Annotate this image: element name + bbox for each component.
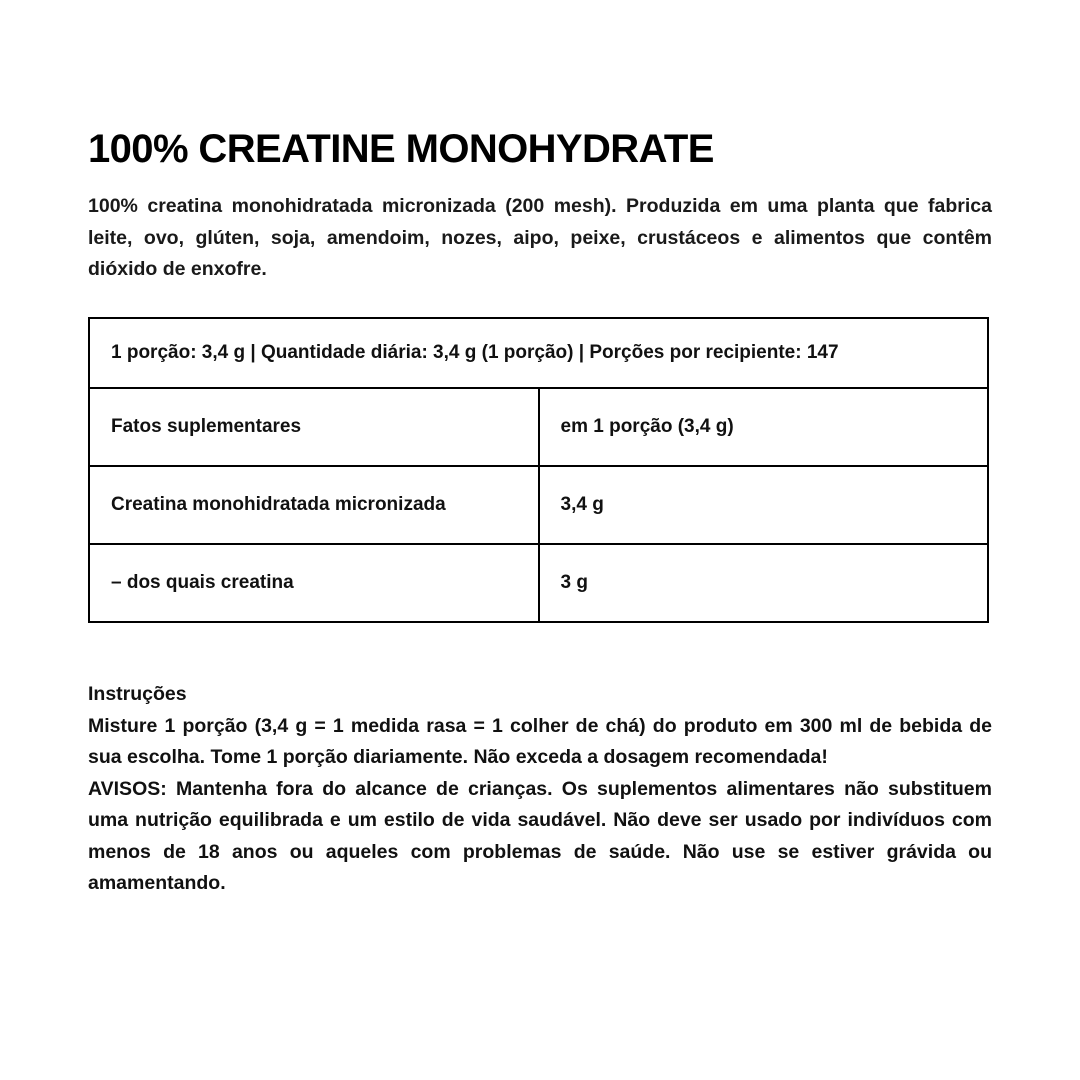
product-description: 100% creatina monohidratada micronizada (200 mesh). Produzida em uma planta que fabrica leite, ovo, glúten, soja, amendoim, nozes, aipo, peixe, crustáceos e alimentos que contêm dióxido de enxofre. — [88, 195, 992, 281]
column-header-value: em 1 porção (3,4 g) — [539, 388, 989, 466]
page-title: 100% CREATINE MONOHYDRATE — [88, 127, 714, 171]
table-row-serving-info — [89, 318, 988, 388]
column-header-name: Fatos suplementares — [89, 388, 539, 466]
table-row — [89, 466, 988, 544]
usage-section — [88, 679, 992, 900]
warnings-text: AVISOS: Mantenha fora do alcance de crianças. Os suplementos alimentares não substituem uma nutrição equilibrada e um estilo de vida saudável. Não deve ser usado por indivíduos com menos de 18 anos ou aqueles com problemas de saúde. Não use se estiver grávida ou amamentando. — [88, 777, 992, 895]
table-row-column-headers — [89, 388, 988, 466]
instructions-heading: Instruções — [88, 682, 187, 705]
serving-info-cell: 1 porção: 3,4 g | Quantidade diária: 3,4 g (1 porção) | Porções por recipiente: 147 — [89, 318, 988, 388]
table-row — [89, 544, 988, 622]
ingredient-name: Creatina monohidratada micronizada — [89, 466, 539, 544]
ingredient-amount: 3 g — [539, 544, 989, 622]
supplement-facts-table — [88, 317, 992, 623]
ingredient-name: – dos quais creatina — [89, 544, 539, 622]
label-content — [88, 128, 992, 900]
instructions-text: Misture 1 porção (3,4 g = 1 medida rasa = 1 colher de chá) do produto em 300 ml de bebida de sua escolha. Tome 1 porção diariamente. Não exceda a dosagem recomendada! — [88, 714, 992, 769]
ingredient-amount: 3,4 g — [539, 466, 989, 544]
